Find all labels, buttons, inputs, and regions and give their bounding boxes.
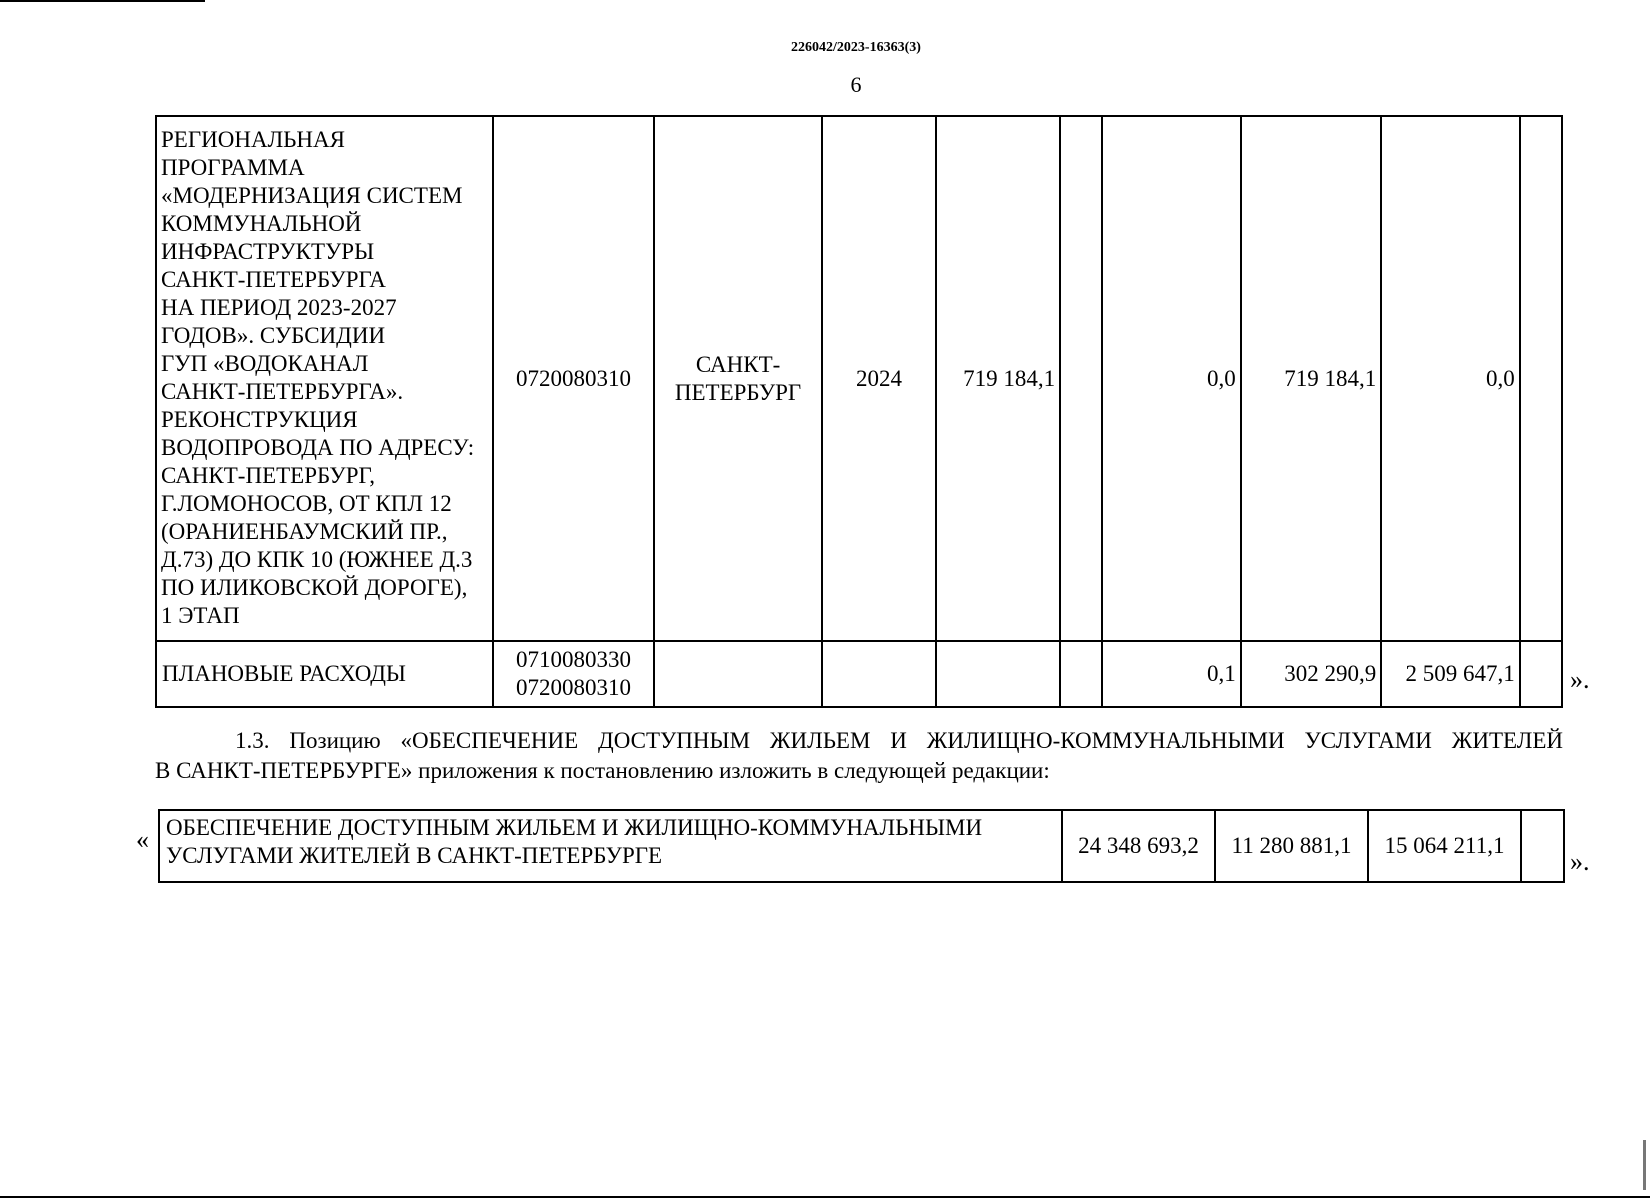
section-name-cell (159, 810, 1062, 882)
table-row (156, 116, 1562, 641)
value-2024-cell: 11 280 881,1 (1215, 810, 1368, 882)
scan-edge-line (0, 1196, 1650, 1198)
program-name-line: ГОДОВ». СУБСИДИИ (161, 323, 386, 348)
budget-code: 0720080310 (515, 675, 631, 700)
document-number: 226042/2023-16363(3) (791, 40, 921, 55)
paragraph-line: 1.3. Позицию «ОБЕСПЕЧЕНИЕ ДОСТУПНЫМ ЖИЛЬЕМ И ЖИЛИЩНО-КОММУНАЛЬНЫМИ УСЛУГАМИ ЖИТЕЛЕЙ (235, 728, 1563, 753)
program-name-cell (156, 116, 493, 641)
program-name-line: (ОРАНИЕНБАУМСКИЙ ПР., (161, 519, 448, 544)
amendment-paragraph (155, 726, 1563, 786)
opening-quote: « (136, 825, 149, 854)
planned-expenses-label: ПЛАНОВЫЕ РАСХОДЫ (156, 641, 493, 707)
year-cell: 2024 (822, 116, 935, 641)
value-2024-cell: 302 290,9 (1241, 641, 1381, 707)
budget-code: 0710080330 (515, 647, 631, 672)
section-name-line: ОБЕСПЕЧЕНИЕ ДОСТУПНЫМ ЖИЛЬЕМ И ЖИЛИЩНО-КОММУНАЛЬНЫМИ (166, 815, 983, 840)
empty-cell (1520, 116, 1562, 641)
budget-table (155, 115, 1563, 708)
program-name-line: ВОДОПРОВОДА ПО АДРЕСУ: (161, 435, 475, 460)
region-cell (654, 116, 823, 641)
program-name-line: Г.ЛОМОНОСОВ, ОТ КПЛ 12 (161, 491, 452, 516)
empty-cell (1060, 116, 1102, 641)
program-name-line: САНКТ-ПЕТЕРБУРГ, (161, 463, 375, 488)
value-2025-cell: 2 509 647,1 (1381, 641, 1519, 707)
total-cell: 719 184,1 (936, 116, 1060, 641)
program-name-line: «МОДЕРНИЗАЦИЯ СИСТЕМ (161, 183, 463, 208)
budget-codes-cell (493, 641, 654, 707)
housing-table (158, 809, 1565, 883)
empty-cell (1060, 641, 1102, 707)
program-name-line: САНКТ-ПЕТЕРБУРГА (161, 267, 386, 292)
program-name-line: 1 ЭТАП (161, 603, 240, 628)
program-name-line: ПРОГРАММА (161, 155, 305, 180)
closing-quote: ». (1570, 665, 1590, 694)
closing-quote: ». (1570, 847, 1590, 876)
value-2023-cell: 24 348 693,2 (1062, 810, 1215, 882)
value-2023-cell: 0,1 (1102, 641, 1240, 707)
program-name-line: Д.73) ДО КПК 10 (ЮЖНЕЕ Д.3 (161, 547, 473, 572)
program-name-lines (161, 126, 488, 630)
table-row (156, 641, 1562, 707)
empty-cell (1521, 810, 1564, 882)
program-name-line: ГУП «ВОДОКАНАЛ (161, 351, 369, 376)
region-line: ПЕТЕРБУРГ (674, 379, 802, 405)
value-2024-cell: 719 184,1 (1241, 116, 1381, 641)
empty-cell (936, 641, 1060, 707)
program-name-line: ПО ИЛИКОВСКОЙ ДОРОГЕ), (161, 575, 468, 600)
program-name-line: САНКТ-ПЕТЕРБУРГА». (161, 379, 404, 404)
program-name-line: ИНФРАСТРУКТУРЫ (161, 239, 375, 264)
table-row (159, 810, 1564, 882)
budget-code-cell: 0720080310 (493, 116, 654, 641)
value-2025-cell: 0,0 (1381, 116, 1519, 641)
program-name-line: НА ПЕРИОД 2023-2027 (161, 295, 397, 320)
value-2023-cell: 0,0 (1102, 116, 1240, 641)
region-line: САНКТ- (695, 351, 781, 377)
scan-artifact (1643, 1140, 1646, 1190)
scan-edge-line (0, 0, 205, 2)
empty-cell (654, 641, 823, 707)
program-name-line: РЕКОНСТРУКЦИЯ (161, 407, 358, 432)
value-2025-cell: 15 064 211,1 (1368, 810, 1521, 882)
section-name-line: УСЛУГАМИ ЖИТЕЛЕЙ В САНКТ-ПЕТЕРБУРГЕ (166, 843, 663, 868)
page-number: 6 (850, 72, 862, 97)
program-name-line: РЕГИОНАЛЬНАЯ (161, 127, 345, 152)
paragraph-line: В САНКТ-ПЕТЕРБУРГЕ» приложения к постановлению изложить в следующей редакции: (155, 758, 1050, 783)
empty-cell (822, 641, 935, 707)
program-name-line: КОММУНАЛЬНОЙ (161, 211, 362, 236)
empty-cell (1520, 641, 1562, 707)
